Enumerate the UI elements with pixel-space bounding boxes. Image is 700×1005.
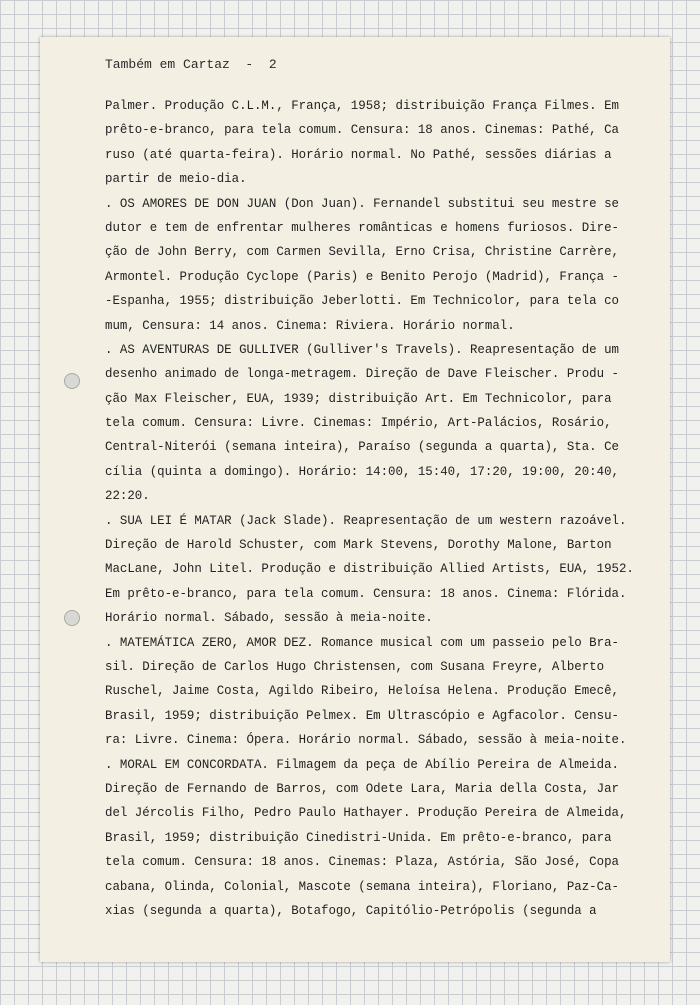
text-line: . SUA LEI É MATAR (Jack Slade). Reapresentação de um western razoável. [105, 513, 627, 528]
text-line: partir de meio-dia. [105, 172, 247, 187]
text-line: desenho animado de longa-metragem. Direção de Dave Fleischer. Produ - [105, 367, 619, 382]
text-line: mum, Censura: 14 anos. Cinema: Riviera. Horário normal. [105, 318, 515, 333]
text-line: Direção de Fernando de Barros, com Odete Lara, Maria della Costa, Jar [105, 781, 619, 796]
text-line: . AS AVENTURAS DE GULLIVER (Gulliver's Travels). Reapresentação de um [105, 342, 619, 357]
text-line: dutor e tem de enfrentar mulheres românticas e homens furiosos. Dire- [105, 220, 619, 235]
text-line: cabana, Olinda, Colonial, Mascote (semana inteira), Floriano, Paz-Ca- [105, 879, 619, 894]
text-line: Central-Niterói (semana inteira), Paraíso (segunda a quarta), Sta. Ce [105, 440, 619, 455]
text-line: ra: Livre. Cinema: Ópera. Horário normal. Sábado, sessão à meia-noite. [105, 733, 627, 748]
page-body [105, 94, 665, 923]
text-line: sil. Direção de Carlos Hugo Christensen, com Susana Freyre, Alberto [105, 659, 605, 674]
text-line: -Espanha, 1955; distribuição Jeberlotti. Em Technicolor, para tela co [105, 294, 619, 309]
text-line: . OS AMORES DE DON JUAN (Don Juan). Fernandel substitui seu mestre se [105, 196, 619, 211]
page-header: Também em Cartaz - 2 [105, 57, 277, 72]
text-line: Ruschel, Jaime Costa, Agildo Ribeiro, Heloísa Helena. Produção Emecê, [105, 684, 619, 699]
text-line: tela comum. Censura: Livre. Cinemas: Império, Art-Palácios, Rosário, [105, 416, 612, 431]
text-line: ruso (até quarta-feira). Horário normal. No Pathé, sessões diárias a [105, 147, 612, 162]
punch-hole [64, 610, 80, 626]
text-line: ção Max Fleischer, EUA, 1939; distribuição Art. Em Technicolor, para [105, 391, 612, 406]
text-line: Direção de Harold Schuster, com Mark Stevens, Dorothy Malone, Barton [105, 538, 612, 553]
text-line: Brasil, 1959; distribuição Pelmex. Em Ultrascópio e Agfacolor. Censu- [105, 708, 619, 723]
text-line: Horário normal. Sábado, sessão à meia-noite. [105, 611, 433, 626]
text-line: del Jércolis Filho, Pedro Paulo Hathayer. Produção Pereira de Almeida, [105, 806, 627, 821]
text-line: prêto-e-branco, para tela comum. Censura: 18 anos. Cinemas: Pathé, Ca [105, 123, 619, 138]
text-line: . MORAL EM CONCORDATA. Filmagem da peça de Abílio Pereira de Almeida. [105, 757, 619, 772]
text-line: tela comum. Censura: 18 anos. Cinemas: Plaza, Astória, São José, Copa [105, 855, 619, 870]
text-line: Armontel. Produção Cyclope (Paris) e Benito Perojo (Madrid), França - [105, 269, 619, 284]
text-line: Brasil, 1959; distribuição Cinedistri-Unida. Em prêto-e-branco, para [105, 830, 612, 845]
text-line: 22:20. [105, 489, 150, 504]
text-line: xias (segunda a quarta), Botafogo, Capitólio-Petrópolis (segunda a [105, 903, 597, 918]
text-line: ção de John Berry, com Carmen Sevilla, Erno Crisa, Christine Carrère, [105, 245, 619, 260]
text-line: Em prêto-e-branco, para tela comum. Censura: 18 anos. Cinema: Flórida. [105, 586, 627, 601]
text-line: Palmer. Produção C.L.M., França, 1958; distribuição França Filmes. Em [105, 99, 619, 113]
text-line: . MATEMÁTICA ZERO, AMOR DEZ. Romance musical com um passeio pelo Bra- [105, 635, 619, 650]
typewritten-page [40, 37, 670, 962]
text-line: MacLane, John Litel. Produção e distribuição Allied Artists, EUA, 1952. [105, 562, 634, 577]
text-line: cília (quinta a domingo). Horário: 14:00, 15:40, 17:20, 19:00, 20:40, [105, 464, 619, 479]
punch-hole [64, 373, 80, 389]
